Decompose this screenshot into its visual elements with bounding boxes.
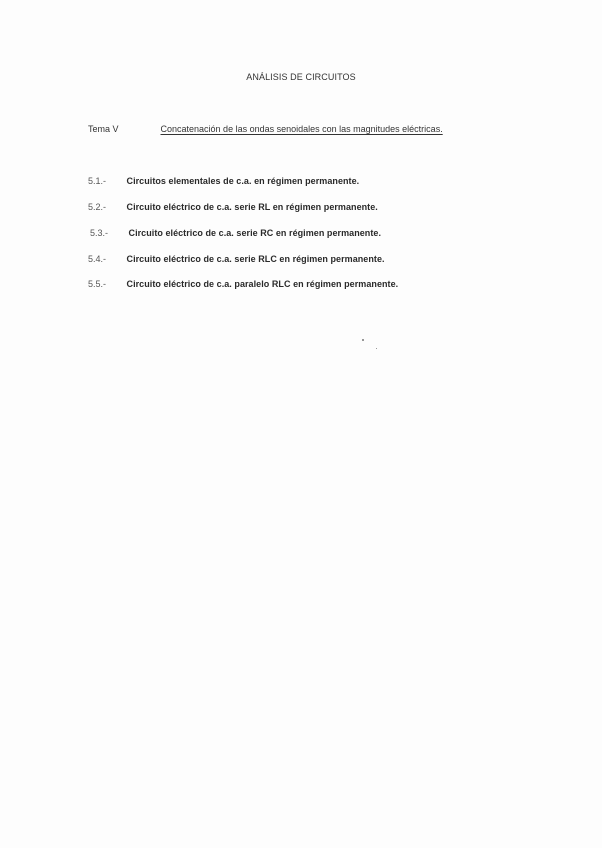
toc-item-text: Circuitos elementales de c.a. en régimen permanente.	[126, 176, 360, 186]
toc-item	[88, 279, 398, 289]
toc-item-number: 5.4.-	[88, 254, 107, 264]
toc-item	[88, 202, 378, 212]
toc-item-text: Circuito eléctrico de c.a. serie RC en régimen permanente.	[128, 228, 382, 238]
toc-item-text: Circuito eléctrico de c.a. paralelo RLC en régimen permanente.	[126, 279, 399, 289]
topic-title: Concatenación de las ondas senoidales con las magnitudes eléctricas.	[160, 124, 443, 134]
scan-speck	[362, 339, 364, 341]
toc-item	[90, 228, 381, 238]
toc-item-number: 5.3.-	[90, 228, 109, 238]
topic-label: Tema V	[88, 124, 119, 134]
document-title: ANÁLISIS DE CIRCUITOS	[246, 72, 356, 82]
scan-speck	[376, 348, 377, 349]
toc-item-text: Circuito eléctrico de c.a. serie RLC en régimen permanente.	[126, 254, 385, 264]
toc-item	[88, 254, 385, 264]
toc-item-text: Circuito eléctrico de c.a. serie RL en régimen permanente.	[126, 202, 378, 212]
toc-item-number: 5.2.-	[88, 202, 107, 212]
toc-item	[88, 176, 359, 186]
toc-item-number: 5.1.-	[88, 176, 107, 186]
toc-item-number: 5.5.-	[88, 279, 107, 289]
topic-heading	[88, 124, 443, 134]
